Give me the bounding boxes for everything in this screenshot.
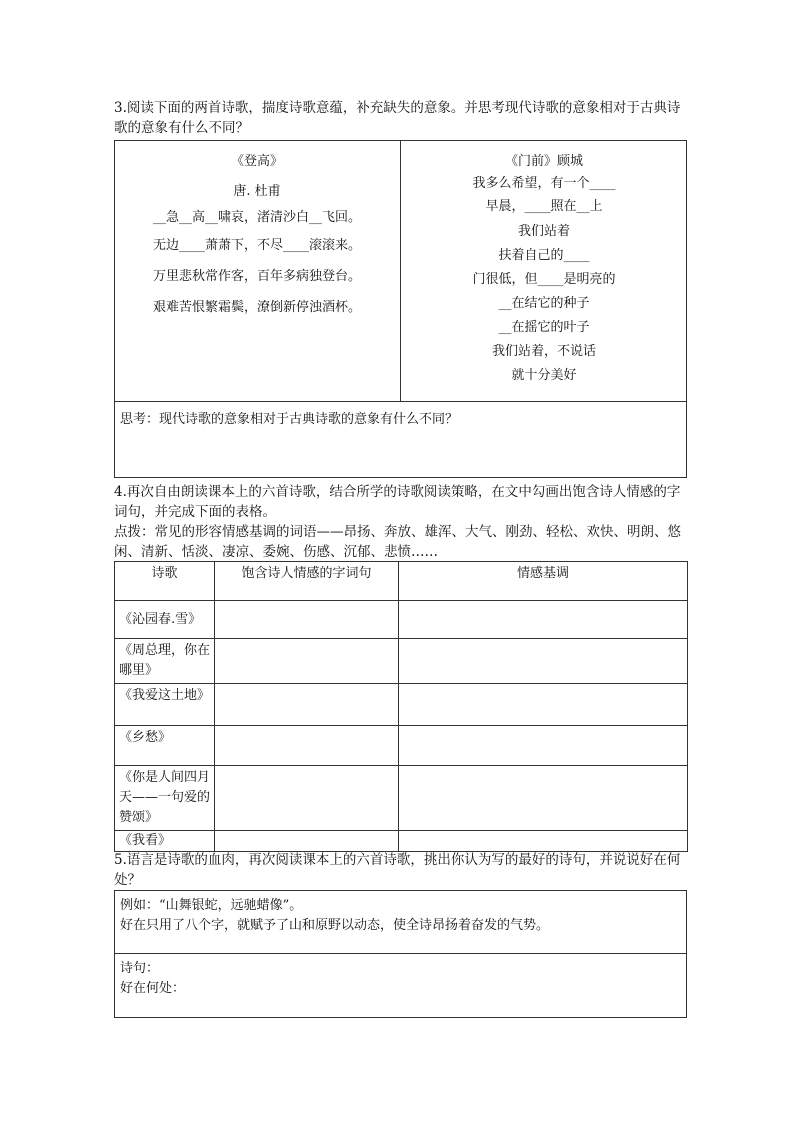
table-row	[115, 639, 688, 684]
tone-cell[interactable]	[399, 684, 688, 726]
table-row	[115, 601, 688, 639]
q5-divider	[114, 953, 687, 954]
table-row	[115, 831, 688, 852]
emotion-table	[114, 561, 688, 852]
tone-cell[interactable]	[399, 639, 688, 684]
q4-prompt: 4.再次自由朗读课本上的六首诗歌，结合所学的诗歌阅读策略，在文中勾画出饱含诗人情感的字词句，并完成下面的表格。	[114, 484, 681, 520]
poem-name-cell: 《你是人间四月天——一句爱的赞颂》	[115, 766, 215, 831]
tone-cell[interactable]	[399, 601, 688, 639]
poem2-line: 就十分美好	[511, 368, 577, 383]
poem2-line: __在结它的种子	[498, 296, 590, 311]
words-cell[interactable]	[215, 831, 399, 852]
q5-example-line1: 例如：“山舞银蛇，远驰蜡像”。	[120, 898, 303, 913]
words-cell[interactable]	[215, 601, 399, 639]
tone-cell[interactable]	[399, 831, 688, 852]
q5-example-line2: 好在只用了八个字，就赋予了山和原野以动态，使全诗昂扬着奋发的气势。	[120, 918, 550, 933]
poem-name-cell: 《乡愁》	[115, 726, 215, 766]
words-cell[interactable]	[215, 766, 399, 831]
poem-name-cell: 《周总理，你在哪里》	[115, 639, 215, 684]
table-header-row	[115, 562, 688, 601]
poem-name-cell: 《沁园春.雪》	[115, 601, 215, 639]
poem1-title: 《登高》	[230, 154, 283, 169]
header-tone: 情感基调	[399, 562, 688, 601]
poem1-line: __急__高__啸哀，渚清沙白__飞回。	[152, 210, 361, 225]
poem2-line: 我们站着	[517, 224, 570, 239]
q5-prompt: 5.语言是诗歌的血肉，再次阅读课本上的六首诗歌，挑出你认为写的最好的诗句，并说说好在何处？	[114, 852, 681, 888]
q5-answer-line2[interactable]: 好在何处：	[120, 981, 186, 996]
words-cell[interactable]	[215, 639, 399, 684]
header-words: 饱含诗人情感的字词句	[215, 562, 399, 601]
poem-name-cell: 《我看》	[115, 831, 215, 852]
table-row	[115, 684, 688, 726]
q4-hint: 点拨：常见的形容情感基调的词语——昂扬、奔放、雄浑、大气、刚劲、轻松、欢快、明朗、悠闲、清新、恬淡、凄凉、委婉、伤感、沉郁、悲愤……	[114, 524, 681, 560]
table-row	[115, 766, 688, 831]
poem1-line: 无边____萧萧下，不尽____滚滚来。	[152, 238, 361, 253]
q3-prompt: 3.阅读下面的两首诗歌，揣度诗歌意蕴，补充缺失的意象。并思考现代诗歌的意象相对于古典诗歌的意象有什么不同？	[114, 100, 681, 136]
q3-think: 思考：现代诗歌的意象相对于古典诗歌的意象有什么不同？	[120, 412, 459, 427]
q5-answer-line1[interactable]: 诗句：	[120, 961, 160, 976]
poem-name-cell: 《我爱这土地》	[115, 684, 215, 726]
table-row	[115, 726, 688, 766]
header-poem: 诗歌	[115, 562, 215, 601]
tone-cell[interactable]	[399, 726, 688, 766]
poem1-line: 艰难苦恨繁霜鬓，潦倒新停浊酒杯。	[152, 300, 361, 315]
tone-cell[interactable]	[399, 766, 688, 831]
poem1-line: 万里悲秋常作客，百年多病独登台。	[152, 269, 361, 284]
poem2-line: 扶着自己的____	[498, 248, 590, 263]
poem2-line: 我多么希望，有一个____	[472, 176, 616, 191]
poem2-line: __在摇它的叶子	[498, 320, 590, 335]
poem2-line: 门很低，但____是明亮的	[472, 272, 616, 287]
words-cell[interactable]	[215, 726, 399, 766]
poem2-title: 《门前》顾城	[504, 154, 583, 169]
poem2-line: 早晨，____照在__上	[485, 199, 603, 214]
q3-think-divider	[114, 401, 687, 402]
poem1-author: 唐. 杜甫	[233, 184, 281, 199]
poem2-line: 我们站着，不说话	[491, 344, 596, 359]
words-cell[interactable]	[215, 684, 399, 726]
